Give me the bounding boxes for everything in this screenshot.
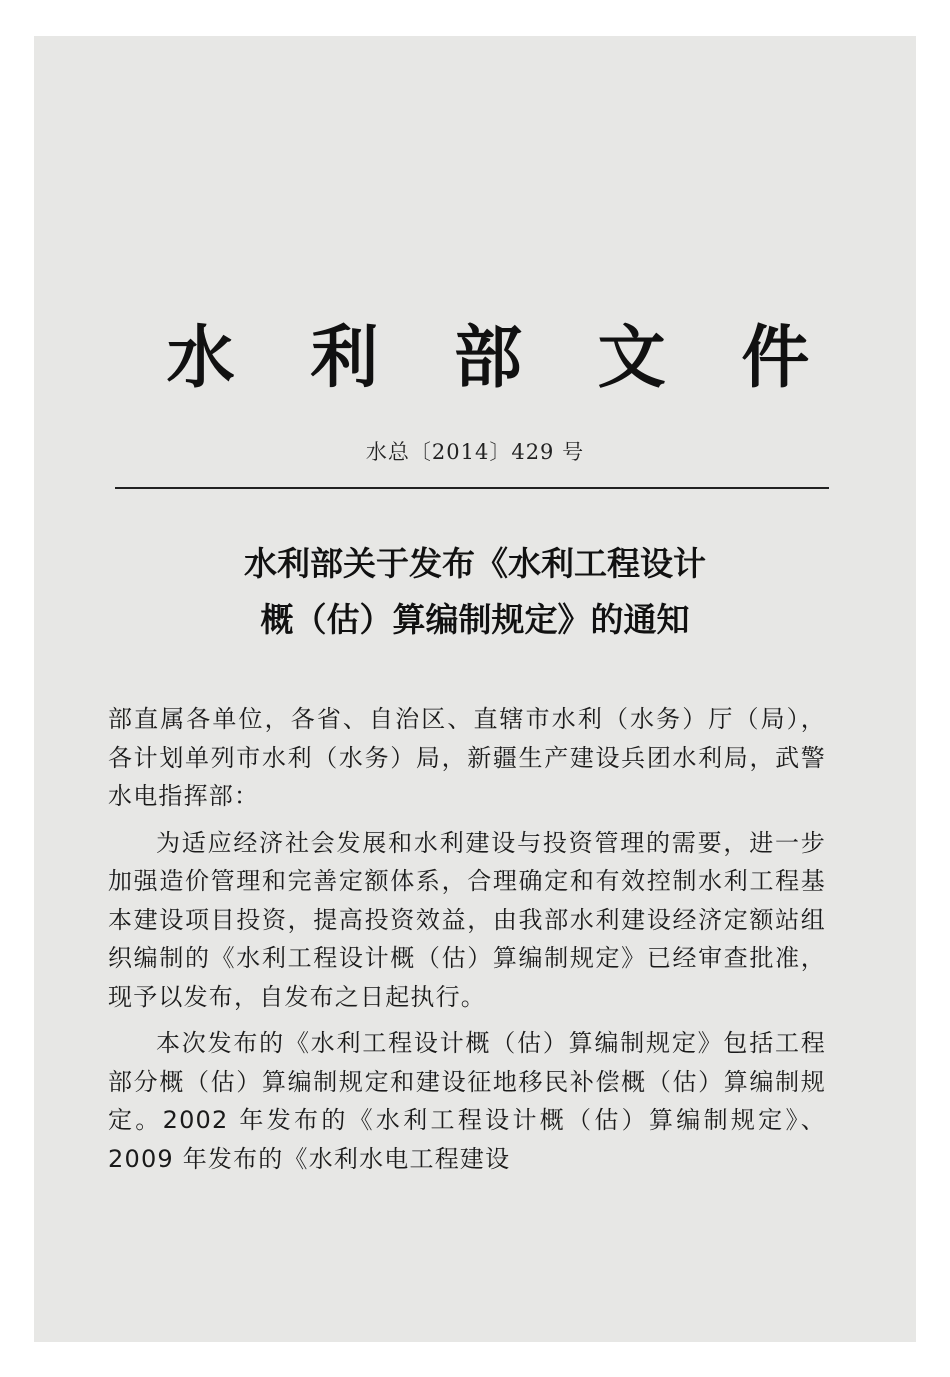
notice-title-line-2: 概（估）算编制规定》的通知 — [260, 600, 690, 639]
notice-title — [0, 536, 950, 648]
notice-title-line-1: 水利部关于发布《水利工程设计 — [244, 544, 706, 583]
header-divider — [115, 487, 829, 489]
body-paragraph-2: 本次发布的《水利工程设计概（估）算编制规定》包括工程部分概（估）算编制规定和建设征地移民补偿概（估）算编制规定。2002 年发布的《水利工程设计概（估）算编制规定》、2009 年发布的《水利水电工程建设 — [108, 1029, 826, 1173]
document-number: 水总〔2014〕429 号 — [365, 440, 585, 464]
document-header-title: 水 利 部 文 件 — [166, 318, 836, 398]
document-body — [108, 700, 826, 1178]
salutation: 部直属各单位，各省、自治区、直辖市水利（水务）厅（局），各计划单列市水利（水务）局，新疆生产建设兵团水利局，武警水电指挥部： — [108, 705, 826, 810]
body-paragraph-1: 为适应经济社会发展和水利建设与投资管理的需要，进一步加强造价管理和完善定额体系，合理确定和有效控制水利工程基本建设项目投资，提高投资效益，由我部水利建设经济定额站组织编制的《水利工程设计概（估）算编制规定》已经审查批准，现予以发布，自发布之日起执行。 — [108, 828, 826, 1011]
